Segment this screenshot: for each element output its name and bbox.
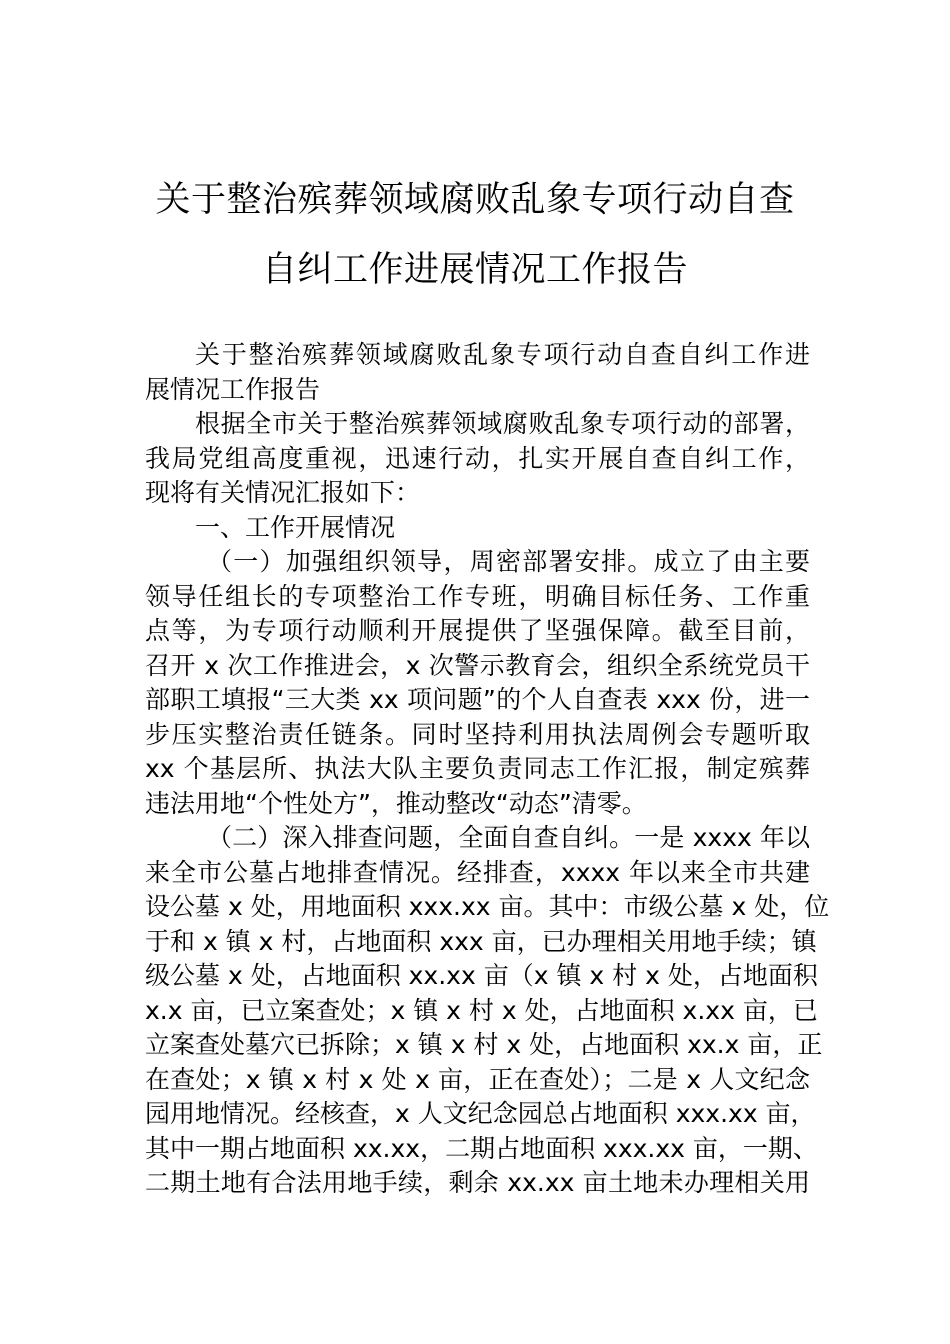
body-line: 根据全市关于整治殡葬领域腐败乱象专项行动的部署， xyxy=(195,409,810,438)
body-line: 点等，为专项行动顺利开展提供了坚强保障。截至目前， xyxy=(145,616,810,645)
body-line: 步压实整治责任链条。同时坚持利用执法周例会专题听取 xyxy=(145,719,810,749)
body-line: 设公墓 x 处，用地面积 xxx.xx 亩。其中：市级公墓 x 处，位 xyxy=(145,892,830,921)
document-title-line-1: 关于整治殡葬领域腐败乱象专项行动自查 xyxy=(155,180,795,220)
body-line: 园用地情况。经核查，x 人文纪念园总占地面积 xxx.xx 亩， xyxy=(145,1099,816,1128)
body-line: 违法用地“个性处方”，推动整改“动态”清零。 xyxy=(145,788,647,818)
body-line: （二）深入排查问题，全面自查自纠。一是 xxxx 年以 xyxy=(207,823,810,852)
section-heading: 一、工作开展情况 xyxy=(195,512,396,542)
body-line: 来全市公墓占地排查情况。经排查，xxxx 年以来全市共建 xyxy=(145,857,810,887)
body-line: 展情况工作报告 xyxy=(145,374,321,404)
body-line: 领导任组长的专项整治工作专班，明确目标任务、工作重 xyxy=(145,581,810,611)
body-line: 召开 x 次工作推进会，x 次警示教育会，组织全系统党员干 xyxy=(145,650,810,680)
document-title-line-2: 自纠工作进展情况工作报告 xyxy=(261,250,688,290)
body-line: 部职工填报“三大类 xx 项问题”的个人自查表 xxx 份，进一 xyxy=(145,685,810,714)
body-line: 于和 x 镇 x 村，占地面积 xxx 亩，已办理相关用地手续；镇 xyxy=(145,926,817,956)
body-line: 我局党组高度重视，迅速行动，扎实开展自查自纠工作， xyxy=(145,443,810,473)
body-line: 立案查处墓穴已拆除；x 镇 x 村 x 处，占地面积 xx.x 亩，正 xyxy=(145,1030,823,1059)
body-line: x.x 亩，已立案查处；x 镇 x 村 x 处，占地面积 x.xx 亩，已 xyxy=(145,995,818,1025)
body-line: 其中一期占地面积 xx.xx，二期占地面积 xxx.xx 亩，一期、 xyxy=(145,1133,818,1163)
body-line: xx 个基层所、执法大队主要负责同志工作汇报，制定殡葬 xyxy=(145,754,810,783)
body-line: 关于整治殡葬领域腐败乱象专项行动自查自纠工作进 xyxy=(195,340,810,369)
body-line: （一）加强组织领导，周密部署安排。成立了由主要 xyxy=(207,547,810,576)
body-line: 在查处；x 镇 x 村 x 处 x 亩，正在查处）；二是 x 人文纪念 xyxy=(145,1064,810,1094)
body-line: 现将有关情况汇报如下： xyxy=(145,478,421,507)
document-body xyxy=(145,338,830,1201)
body-line: 级公墓 x 处，占地面积 xx.xx 亩（x 镇 x 村 x 处，占地面积 xyxy=(145,961,818,990)
body-line: 二期土地有合法用地手续，剩余 xx.xx 亩土地未办理相关用 xyxy=(145,1168,810,1197)
